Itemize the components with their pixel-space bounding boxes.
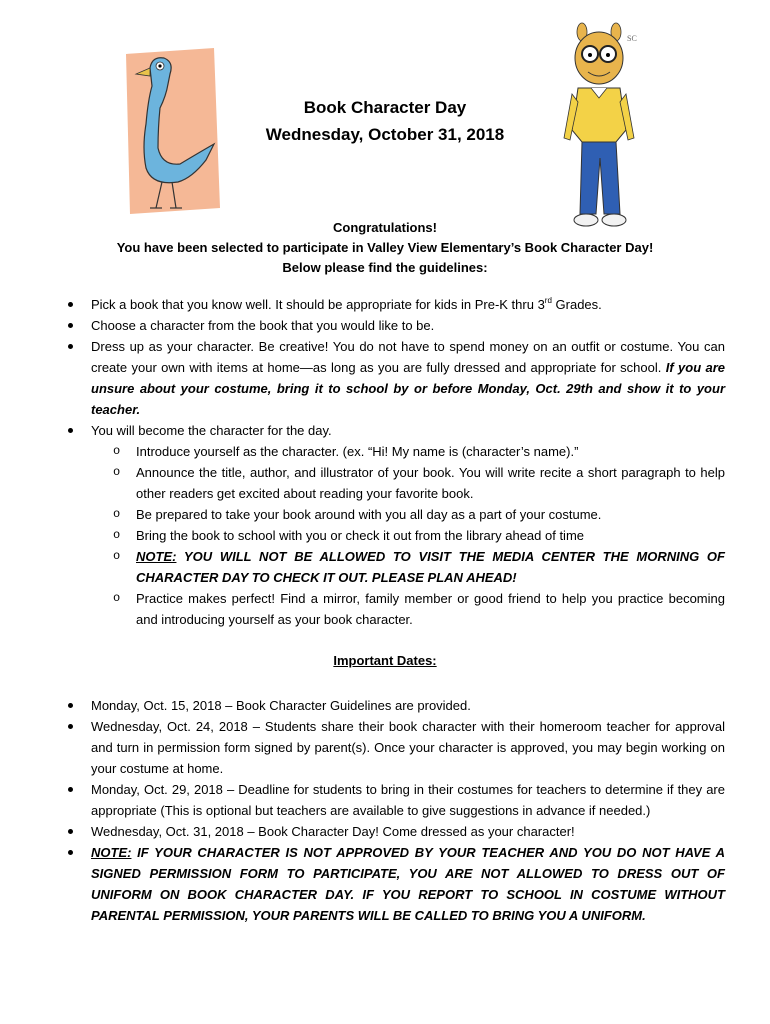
list-item: o Practice makes perfect! Find a mirror, family member or good friend to help you practice becoming and introducing yourself as your book character. bbox=[91, 588, 725, 630]
guidelines-list bbox=[0, 294, 770, 630]
list-item: Monday, Oct. 15, 2018 – Book Character Guidelines are provided. bbox=[0, 695, 770, 716]
list-item: Dress up as your character. Be creative! You do not have to spend money on an outfit or costume. You can create your own with items at home—as long as you are fully dressed and appropriate for school. If you are unsure about your costume, bring it to school by or before Monday, Oct. 29th and show it to your teacher. bbox=[0, 336, 770, 420]
artist-signature: SC bbox=[627, 34, 637, 43]
character-sublist bbox=[91, 441, 725, 630]
list-item: o Announce the title, author, and illustrator of your book. You will write recite a short paragraph to help other readers get excited about reading your favorite book. bbox=[91, 462, 725, 504]
intro-block bbox=[80, 218, 690, 278]
list-item: o NOTE: YOU WILL NOT BE ALLOWED TO VISIT THE MEDIA CENTER THE MORNING OF CHARACTER DAY TO CHECK IT OUT. PLEASE PLAN AHEAD! bbox=[91, 546, 725, 588]
list-item: Pick a book that you know well. It should be appropriate for kids in Pre-K thru 3rd Grades. bbox=[0, 294, 770, 315]
event-date: Wednesday, October 31, 2018 bbox=[265, 125, 505, 144]
list-item: o Bring the book to school with you or check it out from the library ahead of time bbox=[91, 525, 725, 546]
list-item: NOTE: IF YOUR CHARACTER IS NOT APPROVED BY YOUR TEACHER AND YOU DO NOT HAVE A SIGNED PERMISSION FORM TO PARTICIPATE, YOU ARE NOT ALLOWED TO DRESS OUT OF UNIFORM ON BOOK CHARACTER DAY. IF YOU REPORT TO SCHOOL IN COSTUME WITHOUT PARENTAL PERMISSION, YOUR PARENTS WILL BE CALLED TO BRING YOU A UNIFORM. bbox=[0, 842, 770, 926]
intro-congratulations: Congratulations! bbox=[333, 220, 437, 235]
dates-list bbox=[0, 695, 770, 926]
pigeon-illustration bbox=[122, 48, 222, 216]
arthur-illustration bbox=[560, 18, 640, 234]
intro-guidelines-lead: Below please find the guidelines: bbox=[282, 260, 488, 275]
list-item: You will become the character for the day. o Introduce yourself as the character. (ex. “Hi! My name is (character’s name).” o Announce the title, author, and illustrator of your book. You will write recite a short paragraph to help other readers get excited about reading your favorite book. o Be prepared to take your book around with you all day as a part of your costume. o Bring the book to school with you or check it out from the library ahead of time o NOTE: YOU WILL NOT BE ALLOWED TO VISIT THE MEDIA CENTER THE MORNING OF CHARACTER DAY TO CHECK IT OUT. PLEASE PLAN AHEAD! o Practice makes perfect! Find a mirror, family member or good friend to help you practice becoming and introducing yourself as your book character. bbox=[0, 420, 770, 630]
important-dates-heading: Important Dates: bbox=[333, 653, 437, 668]
list-item: Monday, Oct. 29, 2018 – Deadline for students to bring in their costumes for teachers to determine if they are appropriate (This is optional but teachers are available to give suggestions in advance if needed.) bbox=[0, 779, 770, 821]
intro-selected: You have been selected to participate in Valley View Elementary’s Book Character Day! bbox=[116, 240, 654, 255]
list-item: o Introduce yourself as the character. (ex. “Hi! My name is (character’s name).” bbox=[91, 441, 725, 462]
guidelines-content bbox=[0, 294, 770, 926]
page-title: Book Character Day bbox=[303, 98, 467, 117]
list-item: Wednesday, Oct. 24, 2018 – Students share their book character with their homeroom teacher for approval and turn in permission form signed by parent(s). Once your character is approved, you may begin working on your costume at home. bbox=[0, 716, 770, 779]
list-item: o Be prepared to take your book around with you all day as a part of your costume. bbox=[91, 504, 725, 525]
title-block bbox=[230, 96, 540, 150]
list-item: Wednesday, Oct. 31, 2018 – Book Character Day! Come dressed as your character! bbox=[0, 821, 770, 842]
list-item: Choose a character from the book that you would like to be. bbox=[0, 315, 770, 336]
